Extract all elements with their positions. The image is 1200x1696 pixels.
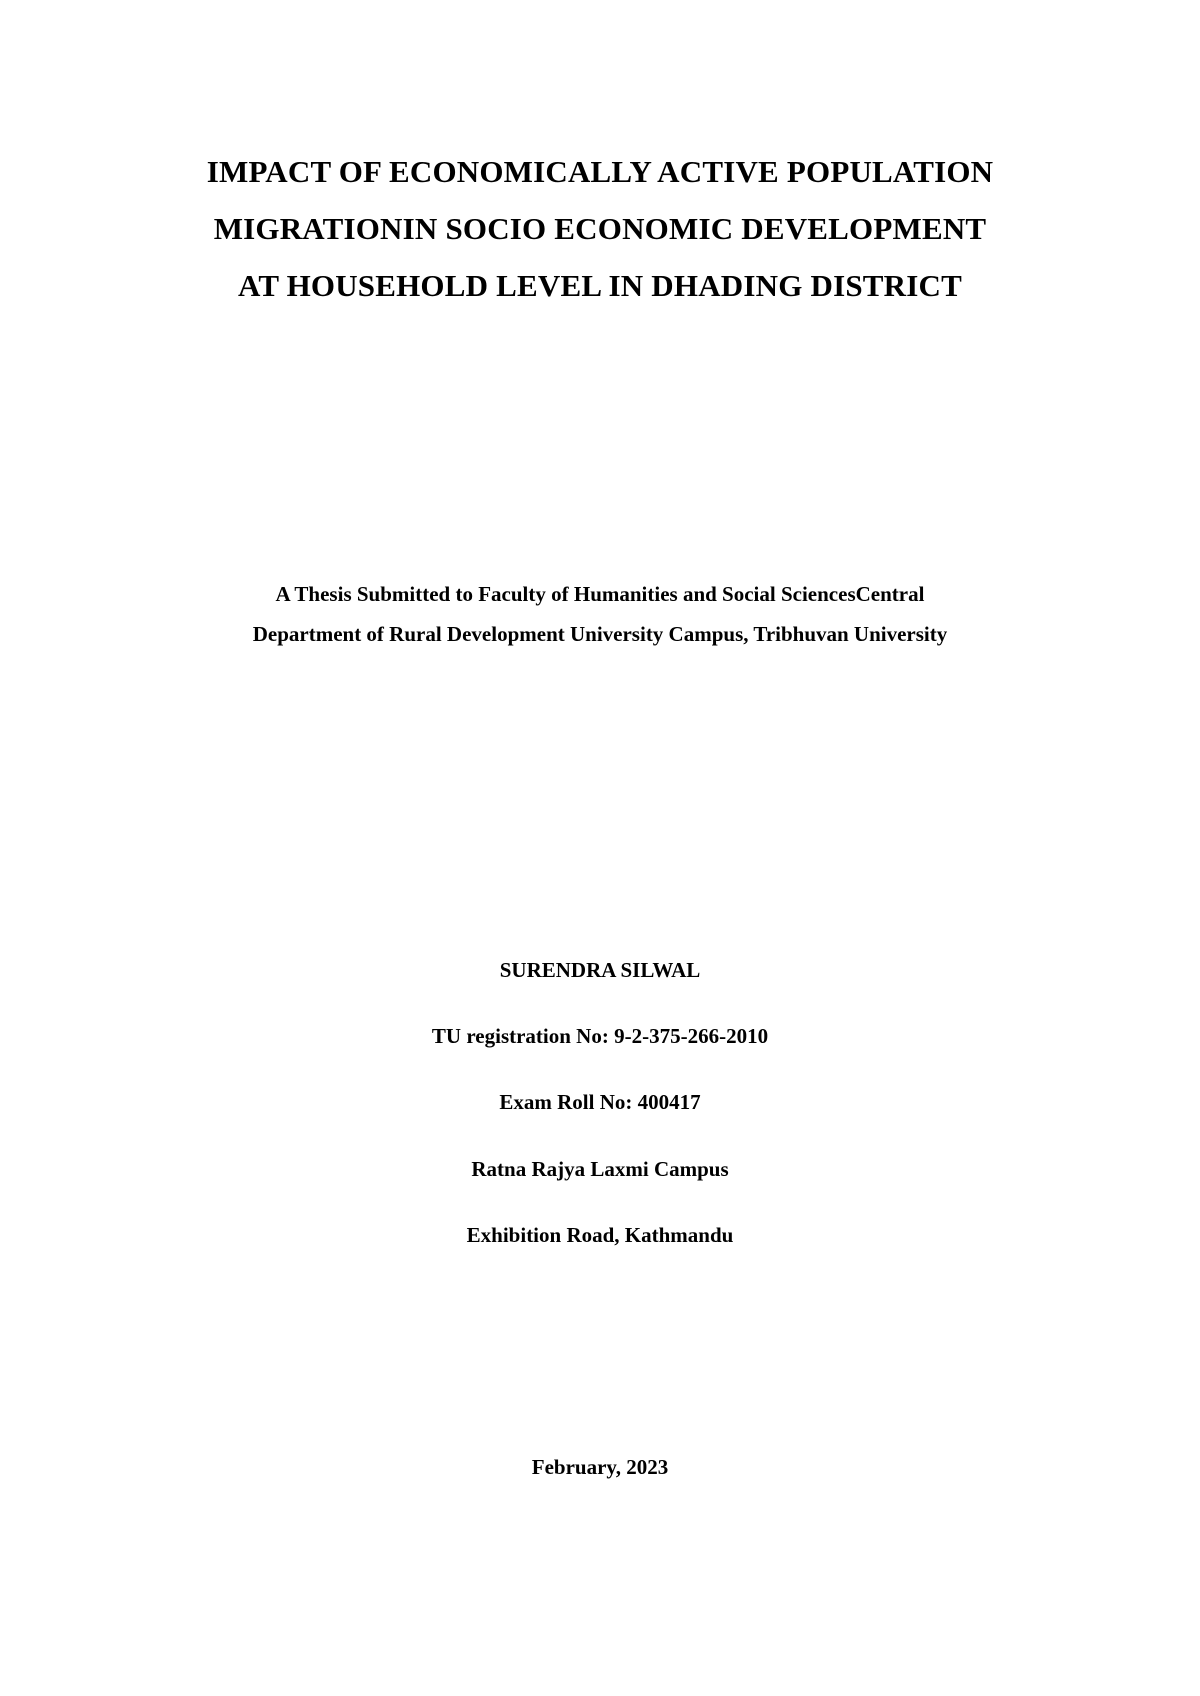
submission-date: February, 2023 [531,1455,669,1479]
thesis-title-line-2: MIGRATIONIN SOCIO ECONOMIC DEVELOPMENT [213,211,987,246]
campus-name: Ratna Rajya Laxmi Campus [471,1157,729,1181]
submission-statement-line-2: Department of Rural Development University Campus, Tribhuvan University [252,622,948,646]
exam-roll-number: Exam Roll No: 400417 [499,1090,701,1114]
submission-statement-line-1: A Thesis Submitted to Faculty of Humanities and Social SciencesCentral [275,582,925,606]
registration-number: TU registration No: 9-2-375-266-2010 [431,1024,769,1048]
thesis-title-line-1: IMPACT OF ECONOMICALLY ACTIVE POPULATION [206,154,994,189]
campus-address: Exhibition Road, Kathmandu [466,1223,734,1247]
thesis-title-line-3: AT HOUSEHOLD LEVEL IN DHADING DISTRICT [238,268,962,303]
author-name: SURENDRA SILWAL [499,958,701,982]
